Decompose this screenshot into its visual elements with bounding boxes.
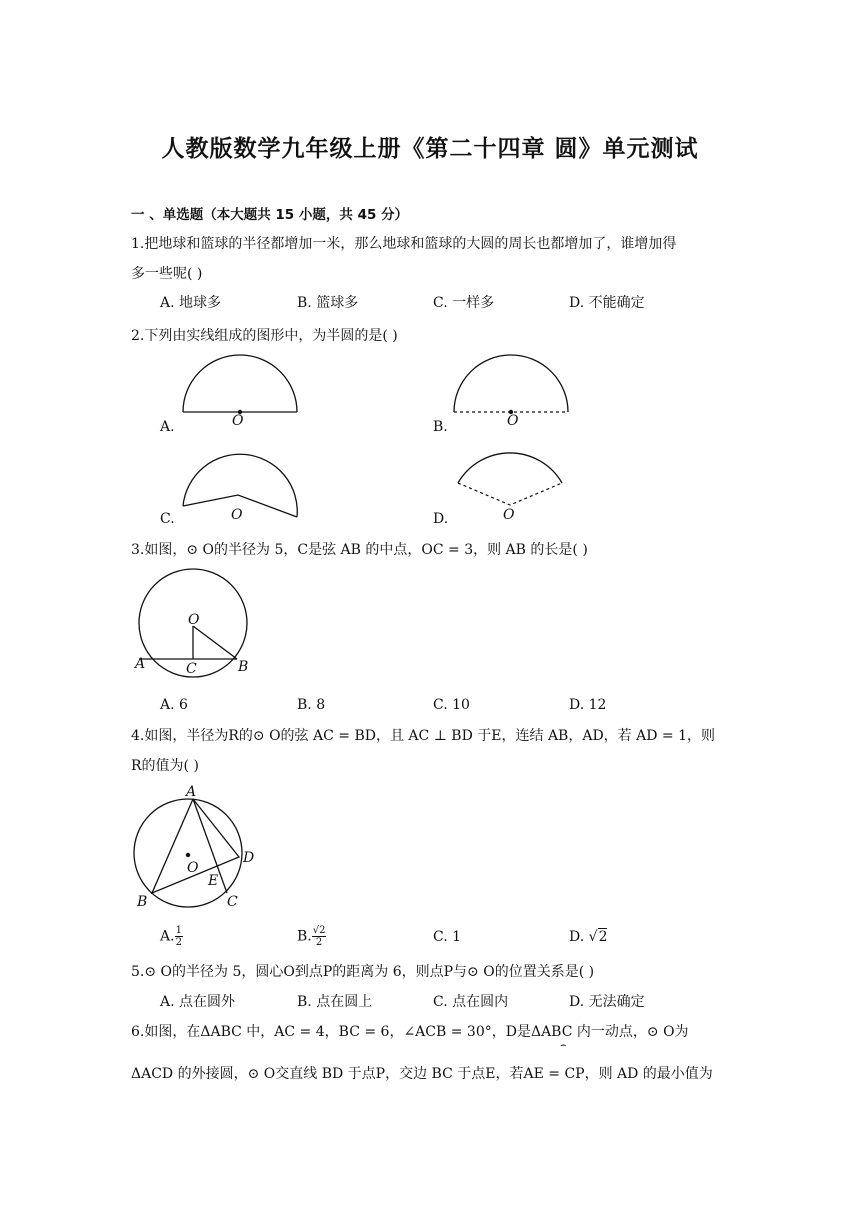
q4-stem-line1: 4.如图，半径为R的⊙ O的弦 AC = BD，且 AC ⊥ BD 于E，连结 AB，AD，若 AD = 1，则 <box>131 728 715 744</box>
q3-point-b: B <box>238 659 249 675</box>
q2-d-point-o: O <box>503 507 515 523</box>
q4-point-a: A <box>186 784 197 800</box>
q2-b-point-o: O <box>507 413 519 429</box>
q3-stem: 3.如图，⊙ O的半径为 5，C是弦 AB 的中点，OC = 3，则 AB 的长是( ) <box>131 542 588 558</box>
q3-option-d: D. 12 <box>569 697 607 713</box>
q1-option-a: A. 地球多 <box>160 295 222 311</box>
q2-label-a: A. <box>160 419 175 435</box>
q2-stem: 2.下列由实线组成的图形中，为半圆的是( ) <box>131 328 398 344</box>
q4-center-dot <box>186 853 190 857</box>
q3-option-a: A. 6 <box>160 697 188 713</box>
q4-option-a: A. $\frac{1}{2}$ <box>160 925 182 948</box>
q4-figure <box>130 790 260 915</box>
q2-a-point-o: O <box>232 413 244 429</box>
q6-stem-line2: ΔACD 的外接圆，⊙ O交直线 BD 于点P，交边 BC 于点E，若AE = CP，则 AD 的最小值为 <box>131 1066 713 1082</box>
q2-a-arc <box>183 355 297 412</box>
q4-option-c: C. 1 <box>433 929 462 945</box>
q5-stem: 5.⊙ O的半径为 5，圆心O到点P的距离为 6，则点P与⊙ O的位置关系是( ) <box>131 964 595 980</box>
q2-label-b: B. <box>433 419 448 435</box>
q5-option-b: B. 点在圆上 <box>297 994 373 1010</box>
q4-triangle-abd <box>152 799 239 893</box>
q3-point-o: O <box>188 612 200 628</box>
q5-option-d: D. 无法确定 <box>569 994 645 1010</box>
q4-point-b: B <box>137 894 148 910</box>
page-title: 人教版数学九年级上册《第二十四章 圆》单元测试 <box>161 136 699 162</box>
q2-c-point-o: O <box>231 507 243 523</box>
q5-option-a: A. 点在圆外 <box>160 994 236 1010</box>
q5-option-c: C. 点在圆内 <box>433 994 509 1010</box>
q2-label-d: D. <box>433 511 449 527</box>
q4-point-e: E <box>208 873 219 889</box>
q4-option-b: B. $\frac{√2}{2}$ <box>297 925 326 948</box>
q3-option-b: B. 8 <box>297 697 326 713</box>
q4-option-d: D. √2 <box>569 929 608 945</box>
q2-b-arc <box>454 355 568 412</box>
q3-point-a: A <box>135 656 146 672</box>
q4-point-c: C <box>227 894 238 910</box>
q1-stem-line2: 多一些呢( ) <box>131 266 203 282</box>
q4-point-d: D <box>243 850 255 866</box>
q2-d-arc <box>458 453 562 483</box>
q4-stem-line2: R的值为( ) <box>131 758 199 774</box>
q3-point-c: C <box>186 661 197 677</box>
q1-option-d: D. 不能确定 <box>569 295 645 311</box>
q2-d-dashed-radii <box>458 483 562 505</box>
q2-label-c: C. <box>160 511 175 527</box>
q1-option-b: B. 篮球多 <box>297 295 359 311</box>
q3-segment-ob <box>193 626 237 659</box>
q4-point-o: O <box>187 860 199 876</box>
section-heading: 一 、单选题（本大题共 15 小题，共 45 分） <box>131 207 409 223</box>
q1-option-c: C. 一样多 <box>433 295 495 311</box>
q1-stem-line1: 1.把地球和篮球的半径都增加一米，那么地球和篮球的大圆的周长也都增加了，谁增加得 <box>131 236 677 252</box>
q3-option-c: C. 10 <box>433 697 470 713</box>
q6-stem-line1: 6.如图，在ΔABC 中，AC = 4，BC = 6，∠ACB = 30°，D是ΔABC 内一动点，⊙ O为 <box>131 1024 689 1040</box>
arc-mark-icon: ⌢ <box>560 1040 567 1051</box>
